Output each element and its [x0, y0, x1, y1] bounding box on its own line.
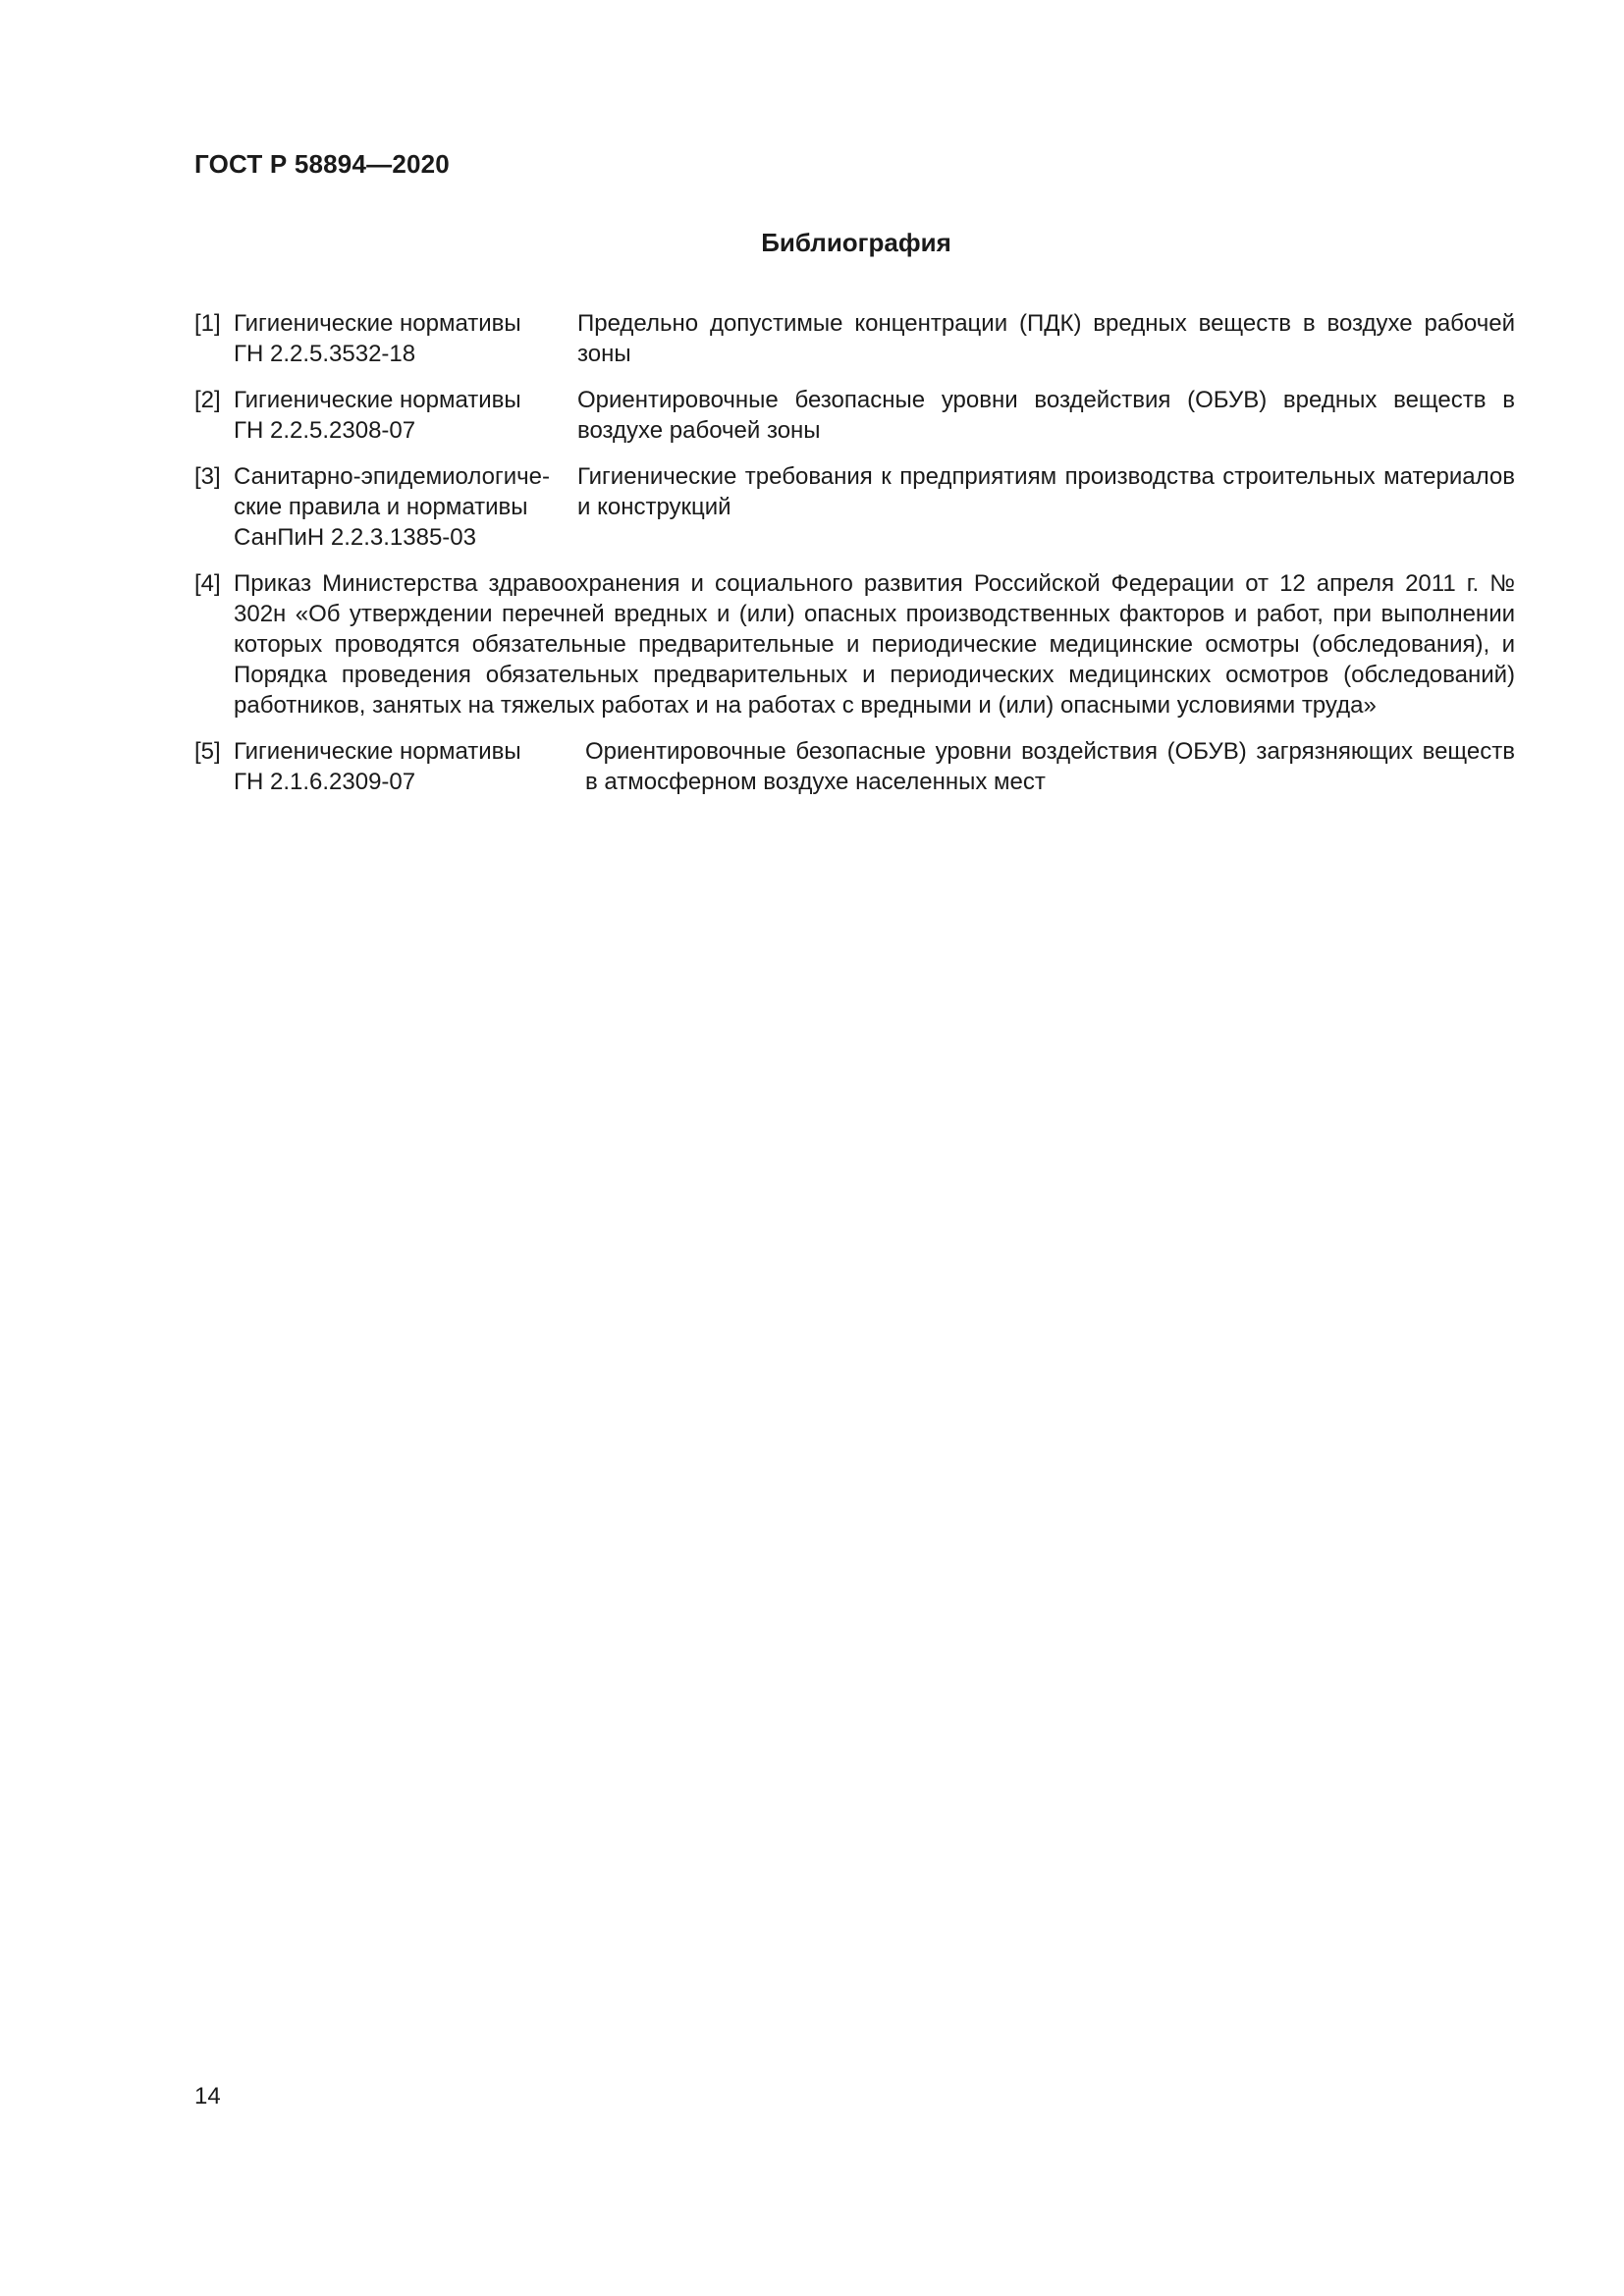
entry-source: Гигиенические нормативы ГН 2.2.5.3532-18	[234, 310, 521, 367]
bibliography-list	[194, 308, 1515, 813]
document-code: ГОСТ Р 58894—2020	[194, 149, 450, 179]
entry-number: [1]	[194, 310, 221, 337]
entry-description: Гигиенические требования к предприятиям производства строительных материалов и конструкций	[577, 463, 1515, 520]
entry-description: Ориентировочные безопасные уровни воздействия (ОБУВ) загрязняющих веществ в атмосферном воздухе населенных мест	[585, 738, 1515, 795]
entry-text: Приказ Министерства здравоохранения и социального развития Российской Федерации от 12 апреля 2011 г. № 302н «Об утверждении перечней вредных и (или) опасных производственных факторов и работ, при выполнении которых проводятся обязательные предварительные и периодические медицинские осмотры (обследования), и Порядка проведения обязательных предварительных и периодических медицинских осмотров (обследований) работников, занятых на тяжелых работах и на работах с вредными и (или) опасными условиями труда»	[234, 570, 1515, 719]
bibliography-entry	[194, 736, 1515, 797]
bibliography-entry	[194, 385, 1515, 446]
entry-source: Санитарно-эпидемиологиче- ские правила и нормативы СанПиН 2.2.3.1385-03	[234, 463, 550, 551]
entry-number: [5]	[194, 738, 221, 765]
bibliography-entry	[194, 461, 1515, 553]
bibliography-title: Библиография	[761, 228, 951, 257]
entry-number: [2]	[194, 387, 221, 413]
entry-source: Гигиенические нормативы ГН 2.2.5.2308-07	[234, 387, 521, 444]
bibliography-entry	[194, 308, 1515, 369]
entry-number: [3]	[194, 463, 221, 490]
bibliography-entry	[194, 568, 1515, 721]
entry-description: Ориентировочные безопасные уровни воздействия (ОБУВ) вредных веществ в воздухе рабочей зоны	[577, 387, 1515, 444]
page-number: 14	[194, 2083, 221, 2109]
entry-source: Гигиенические нормативы ГН 2.1.6.2309-07	[234, 738, 521, 795]
entry-description: Предельно допустимые концентрации (ПДК) вредных веществ в воздухе рабочей зоны	[577, 310, 1515, 367]
entry-number: [4]	[194, 570, 221, 597]
